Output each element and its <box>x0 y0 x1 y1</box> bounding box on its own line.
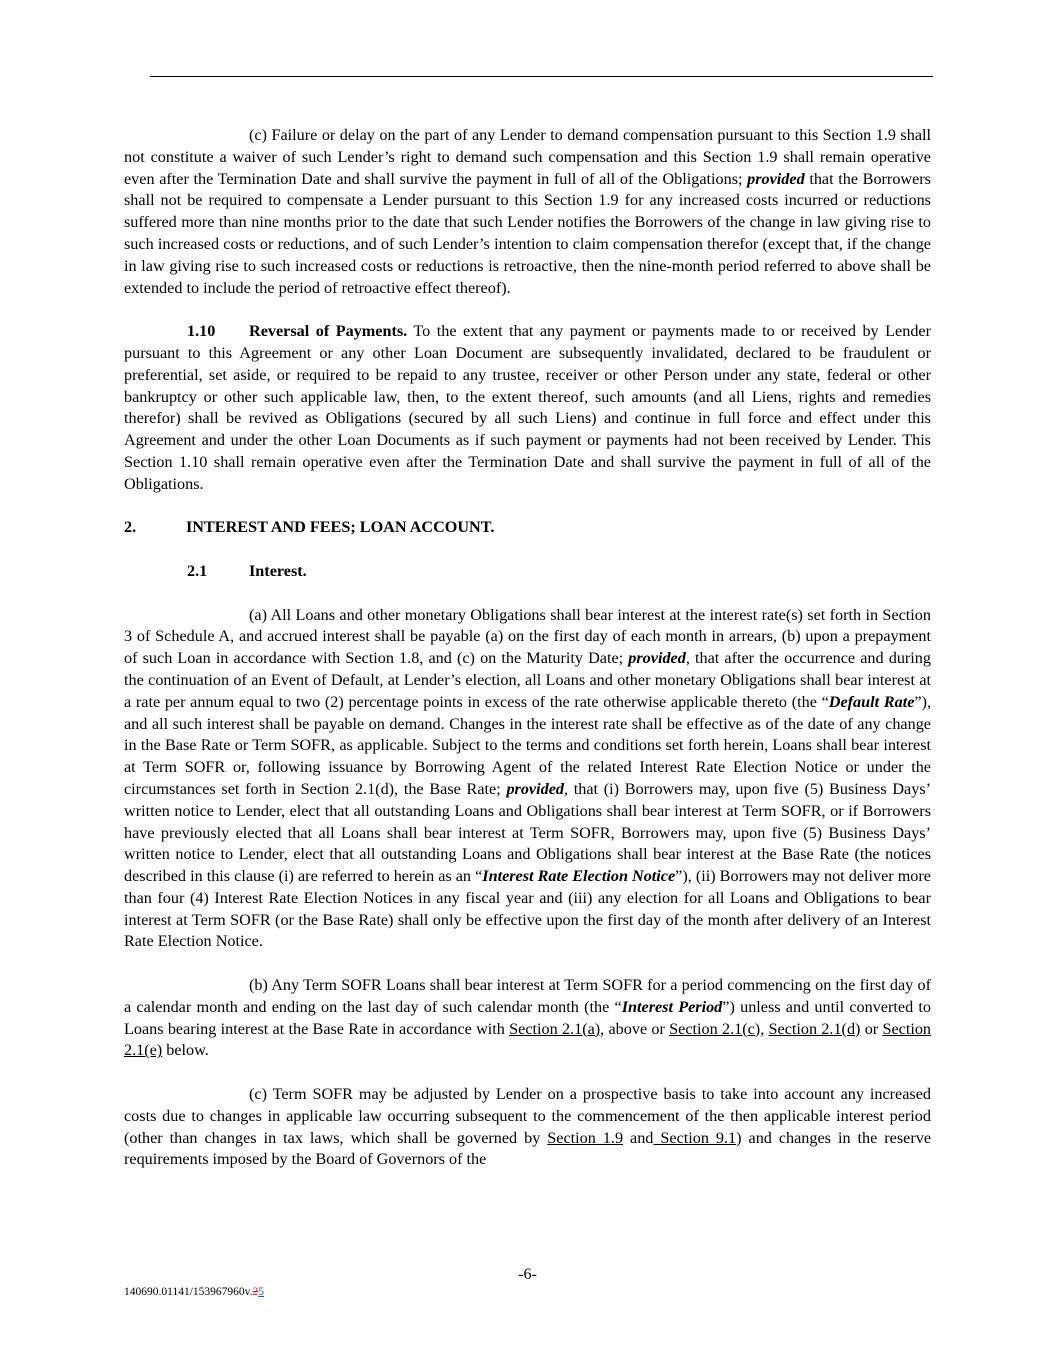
paragraph-text: , that after the occurrence and during the continuation of an Event of Default, at Lender’s election, all Loans and other monetary Obligations shall bear interest at a rate per annum equal to two (2) percentage points in excess of the rate otherwise applicable thereto (the “ <box>124 649 931 711</box>
paragraph-text: below. <box>162 1041 209 1060</box>
header-rule <box>150 76 933 77</box>
paragraph-1-9-c <box>124 125 931 299</box>
section-reference: Section 2.1(c) <box>669 1019 761 1038</box>
paragraph-text: (c) Term SOFR may be adjusted by Lender on a prospective basis to take into account any increased costs due to changes in applicable law occurring subsequent to the commencement of the then applicable interest period (other than changes in tax laws, which shall be governed by <box>124 1085 931 1147</box>
version-inserted: 5 <box>258 1286 265 1298</box>
paragraph-text: To the extent that any payment or payments made to or received by Lender pursuant to this Agreement or any other Loan Document are subsequently invalidated, declared to be fraudulent or preferential, set aside, or required to be repaid to any trustee, receiver or other Person under any state, federal or other bankruptcy or other such applicable law, then, to the extent thereof, such amounts (and all Liens, rights and remedies therefor) shall be revived as Obligations (secured by all such Liens) and continue in full force and effect under this Agreement and under the other Loan Documents as if such payment or payments had not been received by Lender. This Section 1.10 shall remain operative even after the Termination Date and shall survive the payment in full of all of the Obligations. <box>124 322 931 493</box>
page-number: -6- <box>518 1265 537 1283</box>
paragraph-2-1-b <box>124 975 931 1062</box>
paragraph-text: ”) unless and until converted to Loans bearing interest at the Base Rate in accordance with <box>124 997 931 1038</box>
section-2-1-heading <box>124 561 931 583</box>
section-reference: Section 2.1(a) <box>509 1019 601 1038</box>
section-reference: Section 1.9 <box>547 1128 624 1147</box>
document-id-prefix: 140690.01141/153967960v. <box>124 1286 253 1298</box>
paragraph-text: , above or <box>600 1019 670 1038</box>
paragraph-text: , <box>760 1019 769 1038</box>
paragraph-text: that the Borrowers shall not be required to compensate a Lender pursuant to this Section 1.9 for any increased costs incurred or reductions suffered more than nine months prior to the date that such Lender notifies the Borrowers of the change in law giving rise to such increased costs or reductions, and of such Lender’s intention to claim compensation therefor (except that, if the change in law giving rise to such increased costs or reductions is retroactive, then the nine-month period referred to above shall be extended to include the period of retroactive effect thereof). <box>124 169 931 297</box>
section-reference: Section 2.1(d) <box>768 1019 861 1038</box>
paragraph-text: or <box>860 1019 883 1038</box>
section-reference: Section 9.1 <box>653 1128 737 1147</box>
section-number: 2. <box>124 518 137 537</box>
section-number: 2.1 <box>187 561 208 580</box>
version-deleted: 2 <box>252 1286 259 1298</box>
paragraph-2-1-a <box>124 605 931 954</box>
defined-term: Default Rate <box>828 692 915 711</box>
paragraph-2-1-c <box>124 1084 931 1171</box>
paragraph-text: (b) Any Term SOFR Loans shall bear interest at Term SOFR for a period commencing on the first day of a calendar month and ending on the last day of such calendar month (the “ <box>124 976 931 1016</box>
emphasis-provided: provided <box>506 779 564 798</box>
paragraph-text: ) and changes in the reserve requirements imposed by the Board of Governors of the <box>124 1128 931 1169</box>
paragraph-text: ”), (ii) Borrowers may not deliver more than four (4) Interest Rate Election Notices in any fiscal year and (iii) any election for all Loans and Obligations to bear interest at Term SOFR (or the Base Rate) shall only be effective upon the first day of the month after delivery of an Interest Rate Election Notice. <box>124 867 931 951</box>
section-title: INTEREST AND FEES; LOAN ACCOUNT. <box>186 518 495 537</box>
emphasis-provided: provided <box>628 649 686 668</box>
defined-term: Interest Period <box>621 997 723 1016</box>
defined-term: Interest Rate Election Notice <box>482 867 676 886</box>
section-reference: Section 2.1(e) <box>124 1019 932 1060</box>
paragraph-text: ”), and all such interest shall be payable on demand. Changes in the interest rate shall be effective as of the date of any change in the Base Rate or Term SOFR, as applicable. Subject to the terms and conditions set forth herein, Loans shall bear interest at Term SOFR or, following issuance by Borrowing Agent of the related Interest Rate Election Notice or under the circumstances set forth in Section 2.1(d), the Base Rate; <box>124 692 932 798</box>
paragraph-text: and <box>623 1128 654 1147</box>
section-title: Interest. <box>249 561 307 580</box>
section-1-10 <box>124 321 931 495</box>
paragraph-text: (a) All Loans and other monetary Obligations shall bear interest at the interest rate(s) set forth in Section 3 of Schedule A, and accrued interest shall be payable (a) on the first day of each month in arrears, (b) upon a prepayment of such Loan in accordance with Section 1.8, and (c) on the Maturity Date; <box>124 605 931 668</box>
section-2-heading <box>124 517 931 539</box>
emphasis-provided: provided <box>747 169 805 188</box>
paragraph-text: , that (i) Borrowers may, upon five (5) Business Days’ written notice to Lender, elect that all outstanding Loans and Obligations shall bear interest at Term SOFR, or if Borrowers have previously elected that all Loans shall bear interest at Term SOFR, Borrowers may, upon five (5) Business Days’ written notice to Lender, elect that all outstanding Loans and Obligations shall bear interest at the Base Rate (the notices described in this clause (i) are referred to herein as an “ <box>124 779 932 886</box>
section-number: 1.10 <box>187 322 216 341</box>
paragraph-text: (c) Failure or delay on the part of any Lender to demand compensation pursuant to this Section 1.9 shall not constitute a waiver of such Lender’s right to demand such compensation and this Section 1.9 shall remain operative even after the Termination Date and shall survive the payment in full of all of the Obligations; <box>124 126 931 188</box>
section-title: Reversal of Payments. <box>249 322 408 341</box>
document-id <box>124 1286 264 1298</box>
document-body <box>124 125 931 1171</box>
